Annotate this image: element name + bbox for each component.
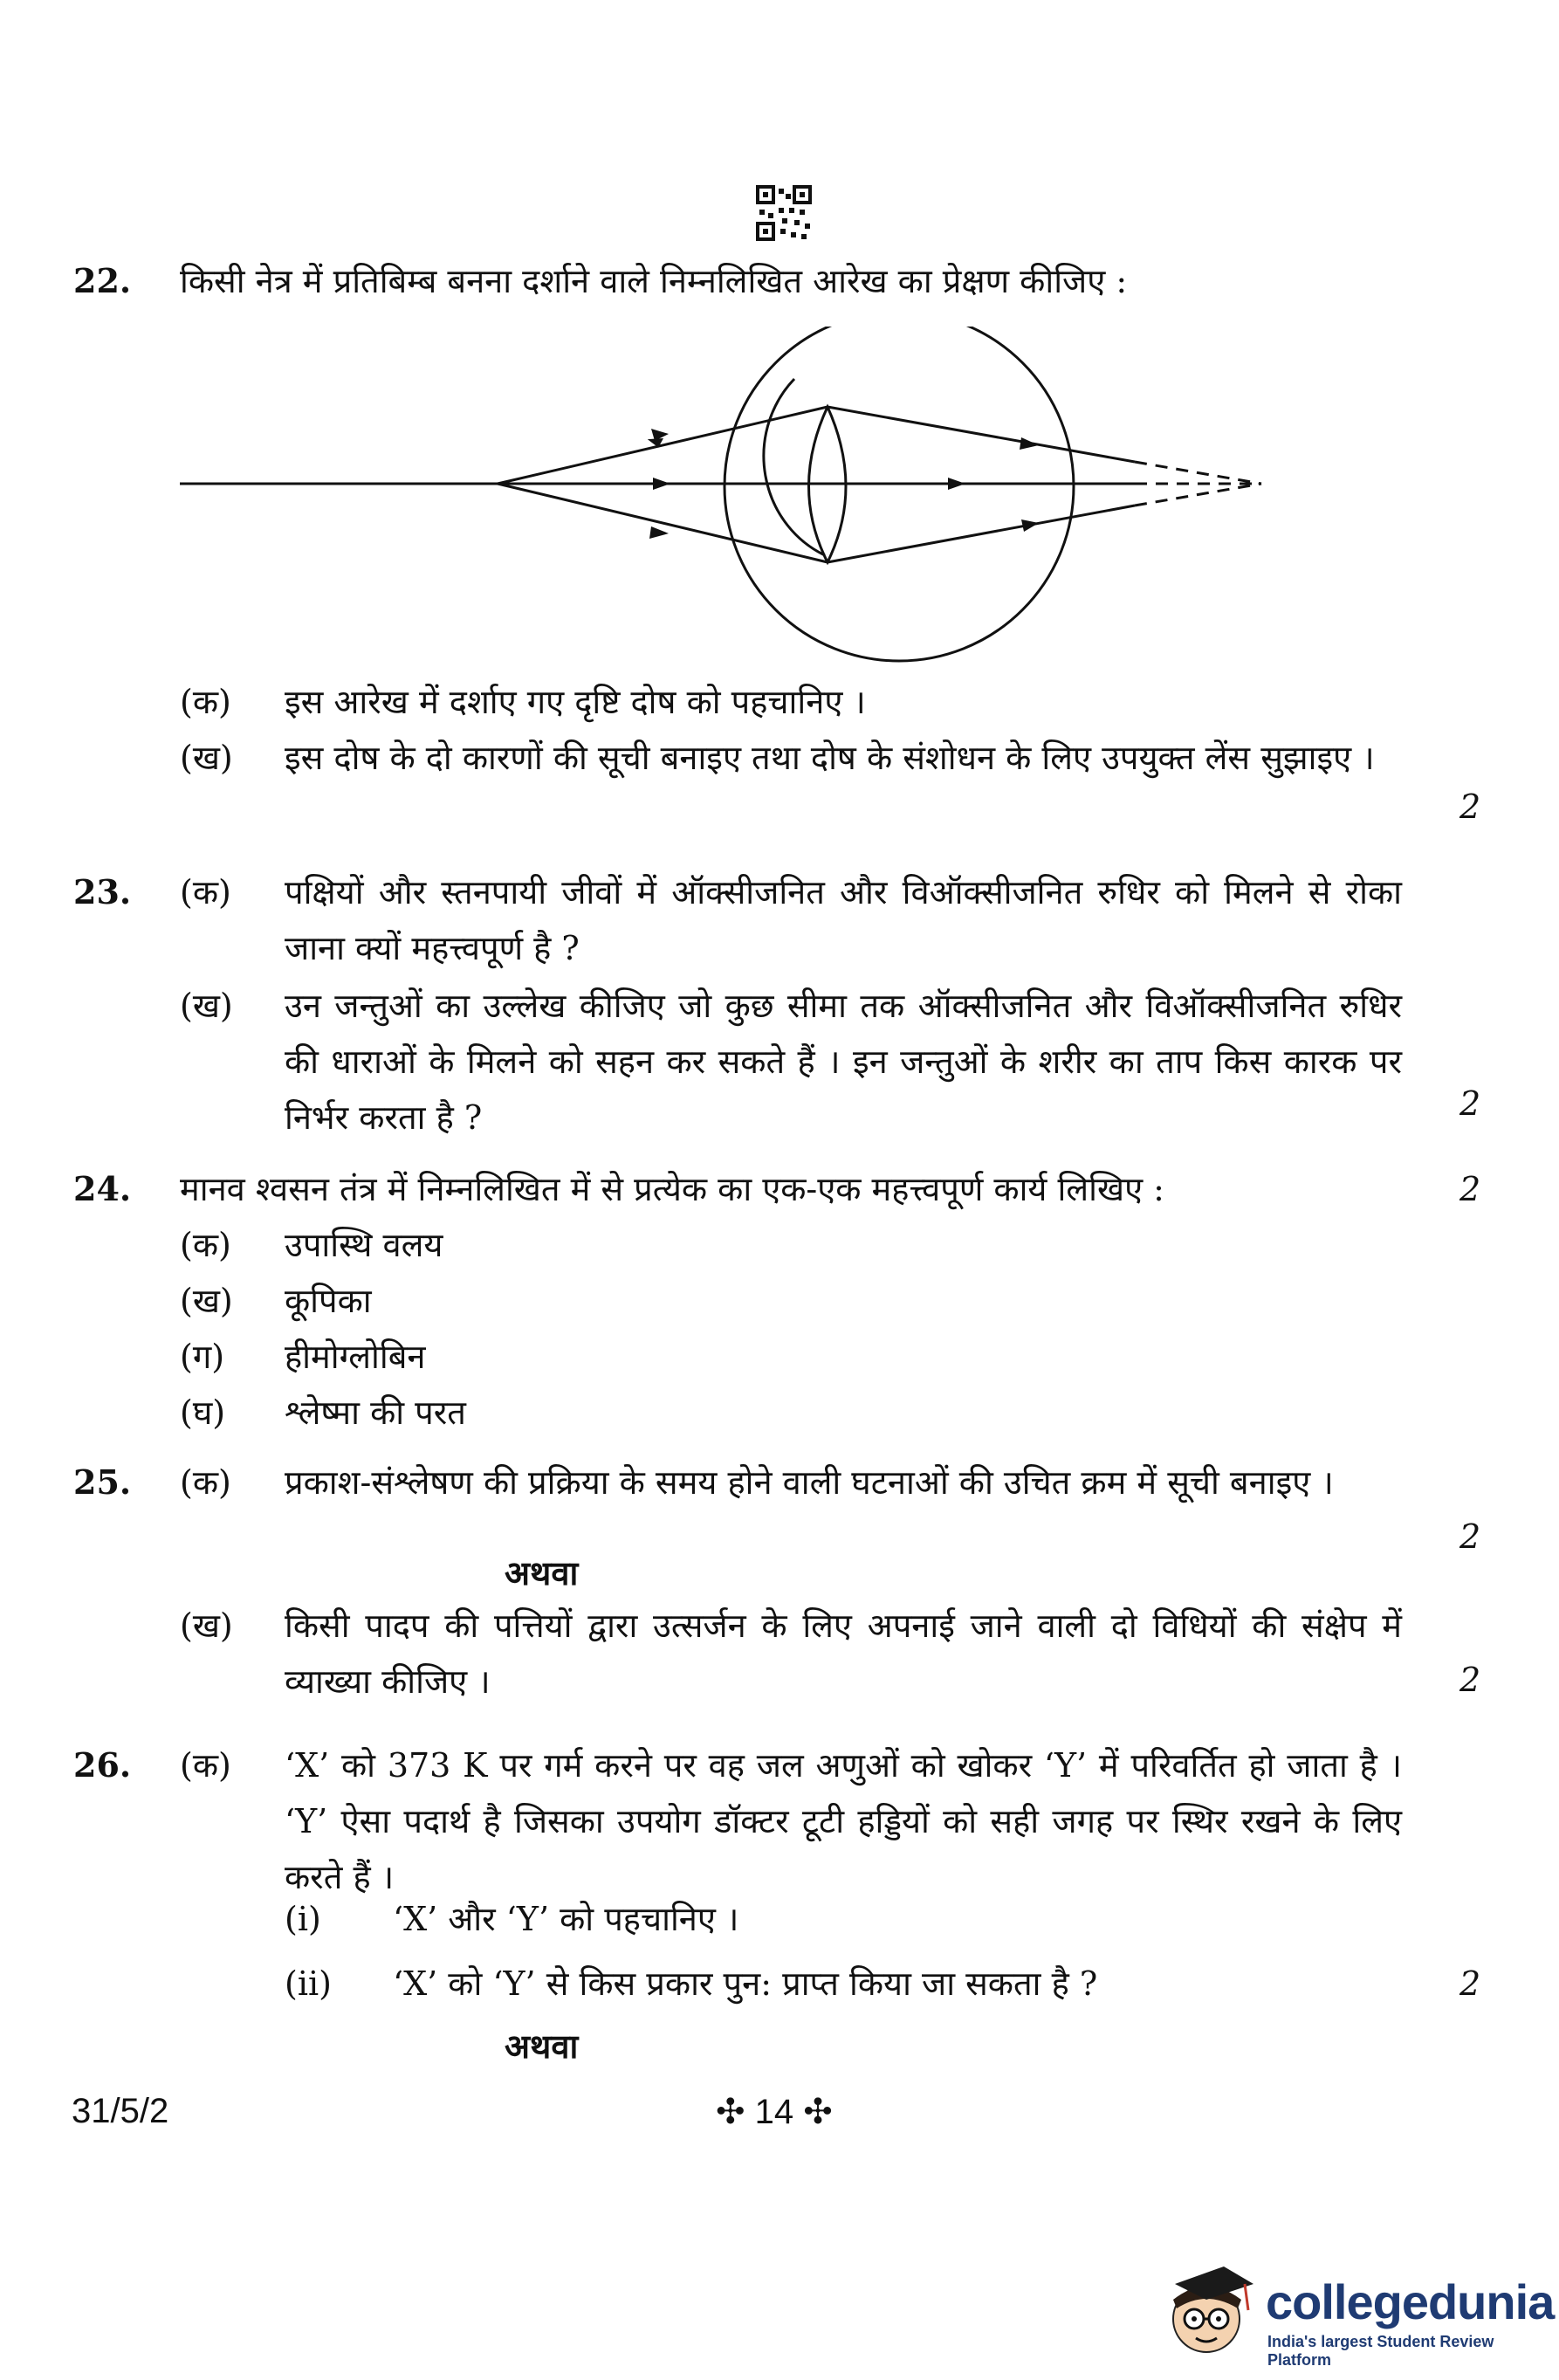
item-text: कूपिका xyxy=(285,1282,372,1320)
subpart-label: (i) xyxy=(285,1900,321,1938)
question-prompt: किसी नेत्र में प्रतिबिम्ब बनना दर्शाने वाले निम्नलिखित आरेख का प्रेक्षण कीजिए : xyxy=(180,262,1128,300)
part-text: इस दोष के दो कारणों की सूची बनाइए तथा दोष के संशोधन के लिए उपयुक्त लेंस सुझाइए । xyxy=(285,739,1375,777)
question-number: 23. xyxy=(73,872,132,911)
qr-code-icon xyxy=(756,185,812,241)
question-number: 24. xyxy=(73,1169,132,1208)
ray-arrow xyxy=(653,478,670,490)
question-prompt: मानव श्वसन तंत्र में निम्नलिखित में से प्रत्येक का एक-एक महत्त्वपूर्ण कार्य लिखिए : xyxy=(180,1170,1164,1208)
marks: 2 xyxy=(1459,1084,1481,1123)
part-text: इस आरेख में दर्शाए गए दृष्टि दोष को पहचानिए । xyxy=(285,683,866,721)
item-label: (क) xyxy=(180,1226,231,1264)
item-label: (ग) xyxy=(180,1338,225,1376)
brand-name: collegedunia xyxy=(1266,2274,1555,2329)
question-number: 22. xyxy=(73,261,132,300)
part-label: (क) xyxy=(180,683,231,721)
eye-diagram xyxy=(175,327,1292,676)
ornament-icon: ✣ xyxy=(716,2093,745,2131)
question-number: 26. xyxy=(73,1745,132,1785)
part-label: (ख) xyxy=(180,739,233,777)
marks: 2 xyxy=(1459,1170,1481,1208)
item-text: श्लेष्मा की परत xyxy=(285,1393,466,1432)
item-label: (घ) xyxy=(180,1393,226,1432)
marks: 2 xyxy=(1459,1964,1481,2003)
item-label: (ख) xyxy=(180,1282,233,1320)
part-text: किसी पादप की पत्तियों द्वारा उत्सर्जन के लिए अपनाई जाने वाली दो विधियों की संक्षेप में व्याख्या कीजिए । xyxy=(285,1606,1402,1701)
subpart-text: ‘X’ को ‘Y’ से किस प्रकार पुन: प्राप्त किया जा सकता है ? xyxy=(393,1964,1098,2003)
part-label: (ख) xyxy=(180,987,233,1025)
question-number: 25. xyxy=(73,1462,132,1502)
collegedunia-watermark xyxy=(1157,2258,1555,2369)
or-separator: अथवा xyxy=(505,1553,579,1592)
marks: 2 xyxy=(1459,1661,1481,1699)
part-text: उन जन्तुओं का उल्लेख कीजिए जो कुछ सीमा तक ऑक्सीजनित और विऑक्सीजनित रुधिर की धाराओं के मिलने को सहन कर सकते हैं । इन जन्तुओं के शरीर का ताप किस कारक पर निर्भर करता है ? xyxy=(285,987,1402,1137)
part-text: प्रकाश-संश्लेषण की प्रक्रिया के समय होने वाली घटनाओं की उचित क्रम में सूची बनाइए । xyxy=(285,1463,1334,1502)
item-text: उपास्थि वलय xyxy=(285,1226,443,1264)
part-label: (क) xyxy=(180,1746,231,1785)
mascot-icon xyxy=(1157,2258,1262,2363)
part-text: पक्षियों और स्तनपायी जीवों में ऑक्सीजनित और विऑक्सीजनित रुधिर को मिलने से रोका जाना क्यों महत्त्वपूर्ण है ? xyxy=(285,873,1402,967)
marks: 2 xyxy=(1459,1517,1481,1556)
part-label: (क) xyxy=(180,873,231,911)
eyeball-circle xyxy=(725,327,1074,661)
item-text: हीमोग्लोबिन xyxy=(285,1338,426,1376)
part-text: ‘X’ को 373 K पर गर्म करने पर वह जल अणुओं को खोकर ‘Y’ में परिवर्तित हो जाता है । ‘Y’ ऐसा पदार्थ है जिसका उपयोग डॉक्टर टूटी हड्डियों को सही जगह पर स्थिर रखने के लिए करते हैं । xyxy=(285,1746,1402,1896)
page-number: 14 xyxy=(754,2093,794,2131)
subpart-text: ‘X’ और ‘Y’ को पहचानिए । xyxy=(393,1900,739,1938)
ray-arrow xyxy=(1021,519,1039,532)
paper-code: 31/5/2 xyxy=(72,2092,169,2130)
marks: 2 xyxy=(1459,788,1481,826)
ray-arrow xyxy=(649,526,669,539)
brand-tagline: India's largest Student Review Platform xyxy=(1267,2333,1494,2369)
ornament-icon: ✣ xyxy=(803,2093,833,2131)
part-label: (क) xyxy=(180,1463,231,1502)
ray-arrow xyxy=(948,478,965,490)
or-separator: अथवा xyxy=(505,2026,579,2066)
part-label: (ख) xyxy=(180,1606,233,1645)
subpart-label: (ii) xyxy=(285,1964,332,2003)
page-number-block xyxy=(716,2092,833,2132)
